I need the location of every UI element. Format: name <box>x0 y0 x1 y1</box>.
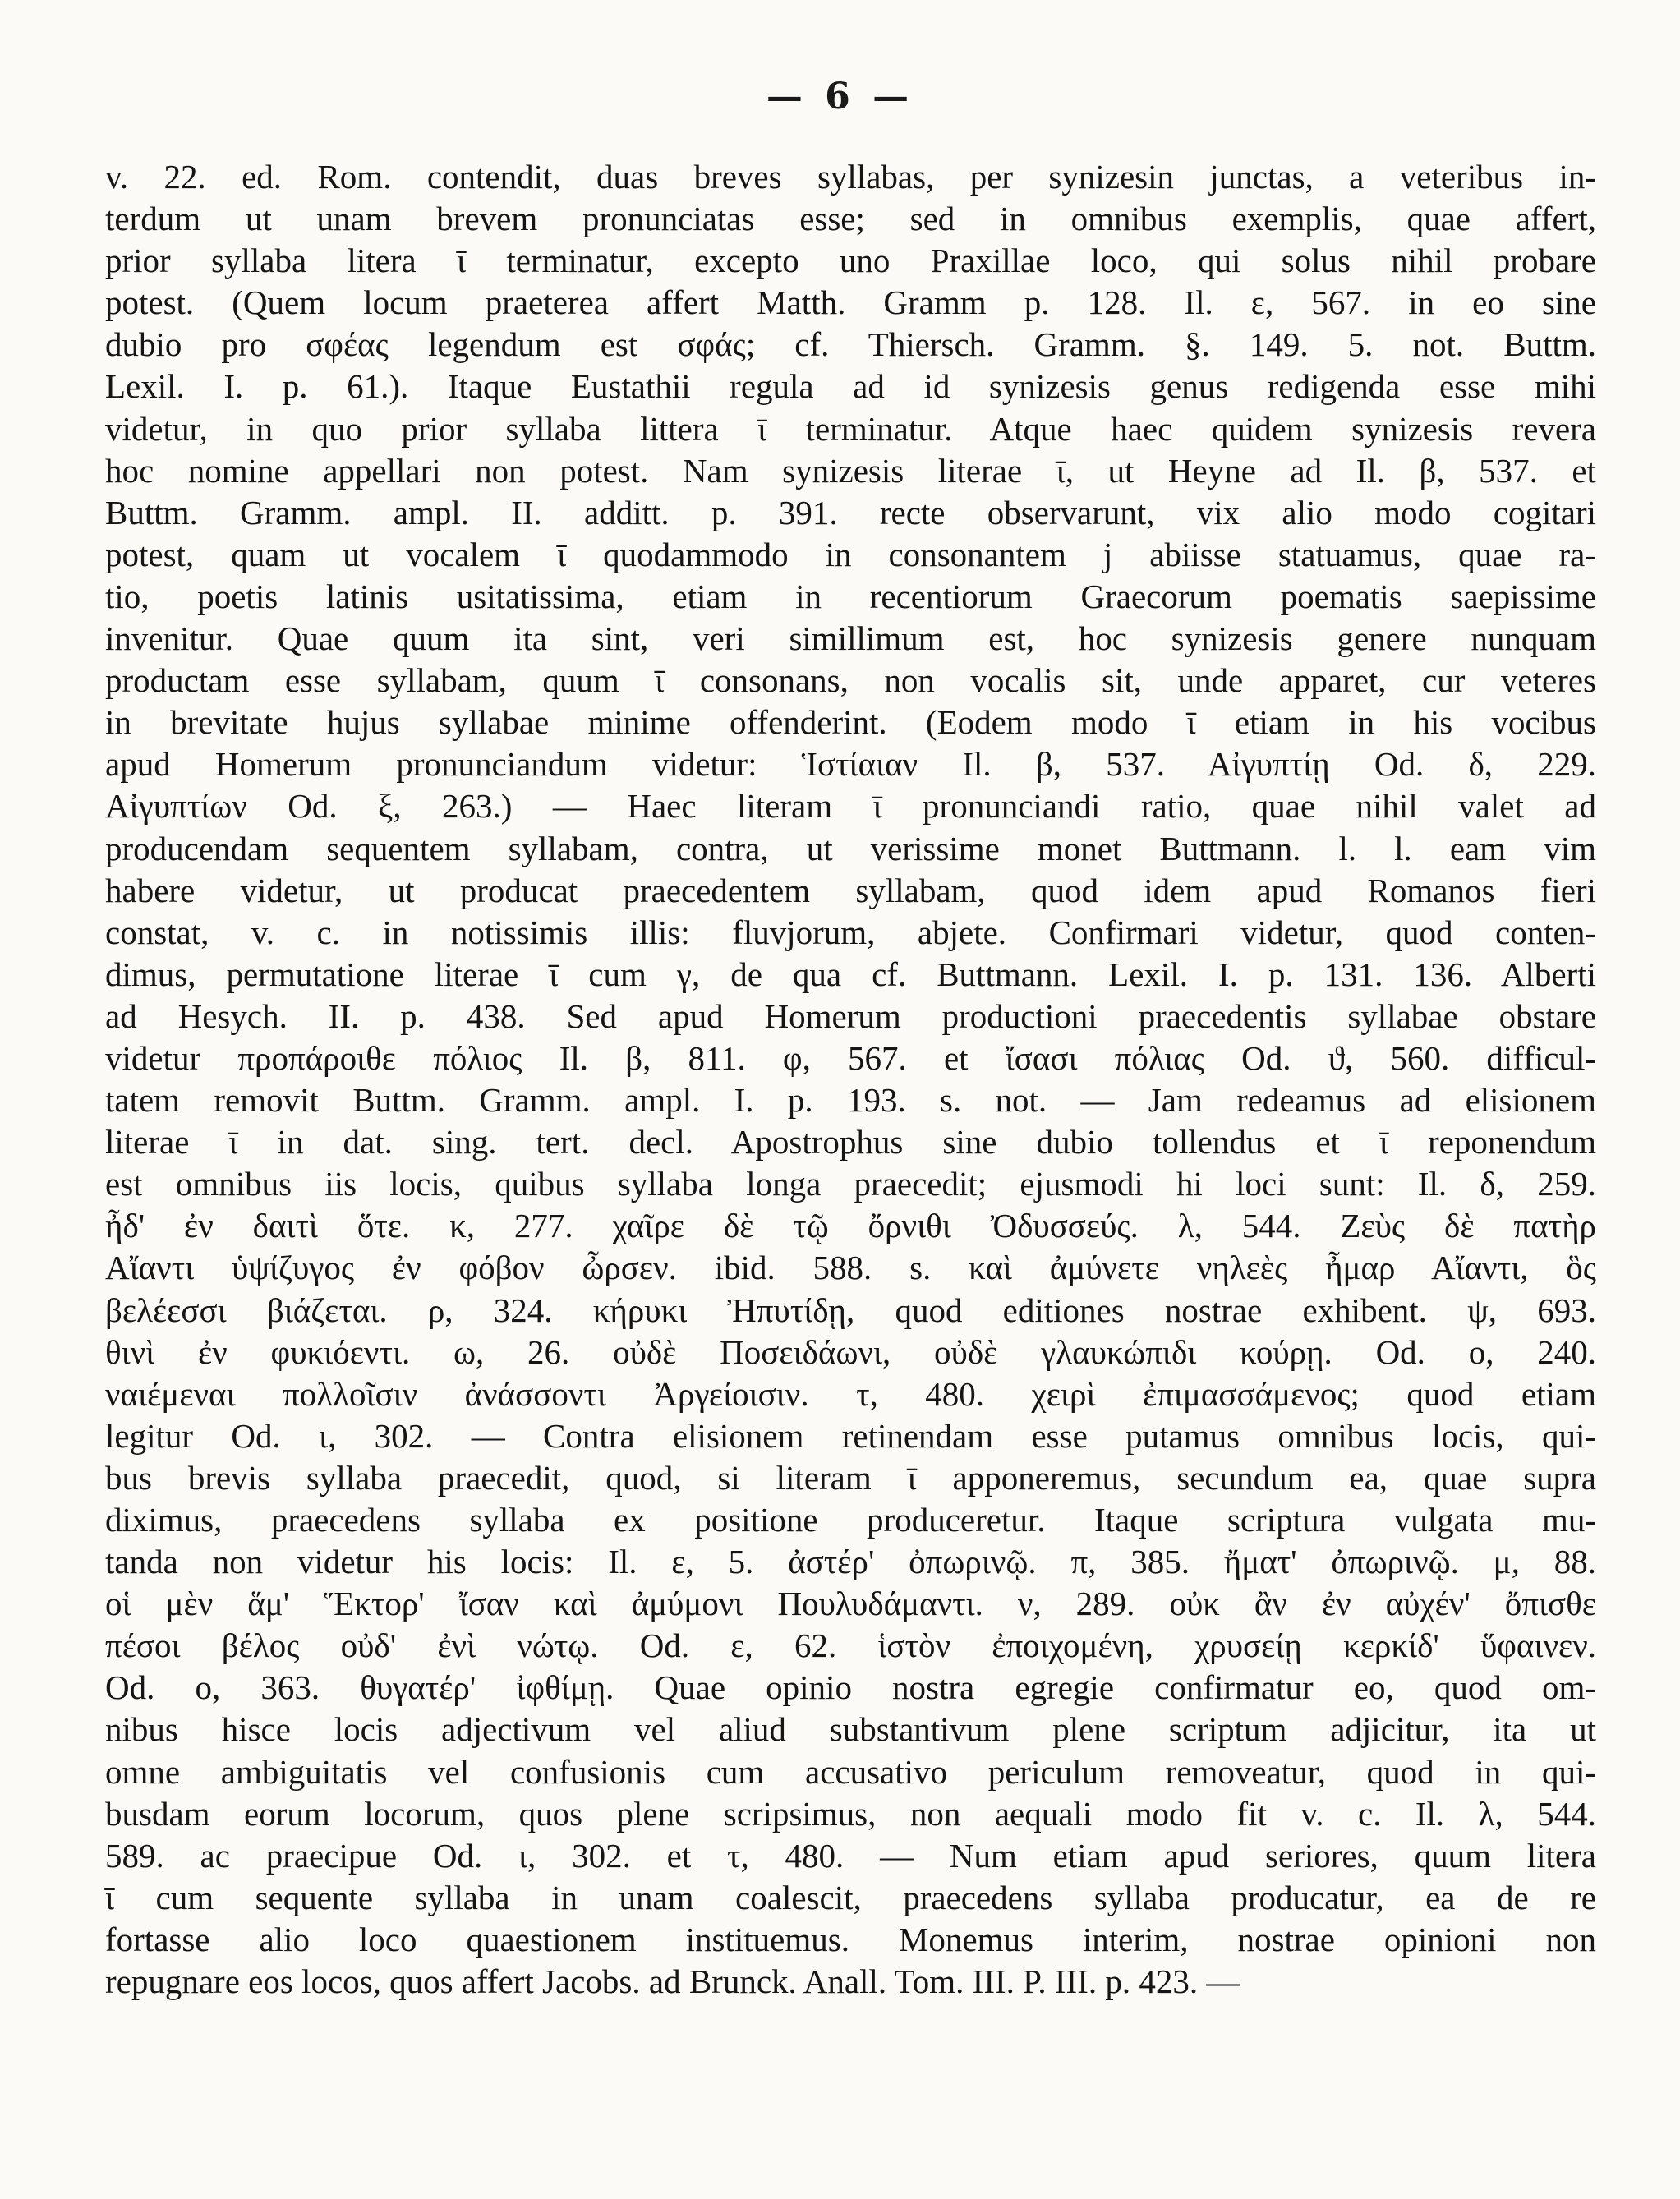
text-line: tanda non videtur his locis: Il. ε, 5. ἀστέρ' ὀπωρινῷ. π, 385. ἤματ' ὀπωρινῷ. μ, 88. <box>105 1543 1596 1581</box>
text-line: nibus hisce locis adjectivum vel aliud substantivum plene scriptum adjicitur, ita ut <box>105 1710 1596 1749</box>
text-line: dimus, permutatione literae ῑ cum γ, de qua cf. Buttmann. Lexil. I. p. 131. 136. Alberti <box>105 955 1596 993</box>
text-line: in brevitate hujus syllabae minime offenderint. (Eodem modo ῑ etiam in his vocibus <box>105 703 1596 742</box>
text-line: habere videtur, ut producat praecedentem syllabam, quod idem apud Romanos fieri <box>105 871 1596 909</box>
text-line: hoc nomine appellari non potest. Nam synizesis literae ῑ, ut Heyne ad Il. β, 537. et <box>105 451 1596 490</box>
text-line: bus brevis syllaba praecedit, quod, si literam ῑ apponeremus, secundum ea, quae supra <box>105 1458 1596 1497</box>
text-line: diximus, praecedens syllaba ex positione produceretur. Itaque scriptura vulgata mu- <box>105 1501 1596 1539</box>
text-line: repugnare eos locos, quos affert Jacobs. ad Brunck. Anall. Tom. III. P. III. p. 423. — <box>105 1962 1240 2001</box>
text-line: potest. (Quem locum praeterea affert Matth. Gramm p. 128. Il. ε, 567. in eo sine <box>105 283 1596 322</box>
text-line: busdam eorum locorum, quos plene scripsimus, non aequali modo fit v. c. Il. λ, 544. <box>105 1794 1596 1833</box>
text-line: Od. ο, 363. θυγατέρ' ἰφθίμῃ. Quae opinio nostra egregie confirmatur eo, quod om- <box>105 1668 1596 1707</box>
text-line: legitur Od. ι, 302. — Contra elisionem retinendam esse putamus omnibus locis, qui- <box>105 1416 1596 1455</box>
text-line: tio, poetis latinis usitatissima, etiam in recentiorum Graecorum poematis saepissime <box>105 577 1596 615</box>
text-line: omne ambiguitatis vel confusionis cum accusativo periculum removeatur, quod in qui- <box>105 1752 1596 1791</box>
text-line: πέσοι βέλος οὐδ' ἐνὶ νώτῳ. Od. ε, 62. ἱστὸν ἐποιχομένη, χρυσείῃ κερκίδ' ὕφαινεν. <box>105 1626 1596 1665</box>
text-line: videtur προπάροιθε πόλιος Il. β, 811. φ, 567. et ἴσασι πόλιας Od. ϑ, 560. difficul- <box>105 1038 1596 1077</box>
page-number: — 6 — <box>766 76 914 117</box>
text-line: constat, v. c. in notissimis illis: fluvjorum, abjete. Confirmari videtur, quod conten- <box>105 913 1596 951</box>
text-line: invenitur. Quae quum ita sint, veri simillimum est, hoc synizesis genere nunquam <box>105 619 1596 658</box>
text-line: terdum ut unam brevem pronunciatas esse; sed in omnibus exemplis, quae affert, <box>105 200 1596 238</box>
text-line: οἱ μὲν ἅμ' Ἕκτορ' ἴσαν καὶ ἀμύμονι Πουλυδάμαντι. ν, 289. οὐκ ἂν ἐν αὐχέν' ὄπισθε <box>105 1585 1596 1623</box>
text-line: videtur, in quo prior syllaba littera ῑ terminatur. Atque haec quidem synizesis revera <box>105 409 1596 448</box>
text-line: est omnibus iis locis, quibus syllaba longa praecedit; ejusmodi hi loci sunt: Il. δ, 259. <box>105 1165 1596 1203</box>
text-line: Buttm. Gramm. ampl. II. additt. p. 391. recte observarunt, vix alio modo cogitari <box>105 493 1596 531</box>
text-line: apud Homerum pronunciandum videtur: Ἱστίαιαν Il. β, 537. Αἰγυπτίῃ Od. δ, 229. <box>105 745 1596 784</box>
text-line: Αἴαντι ὑψίζυγος ἐν φόβον ὦρσεν. ibid. 588. s. καὶ ἀμύνετε νηλεὲς ἦμαρ Αἴαντι, ὃς <box>105 1249 1596 1287</box>
text-line: producendam sequentem syllabam, contra, ut verissime monet Buttmann. l. l. eam vim <box>105 829 1596 867</box>
text-line: ῑ cum sequente syllaba in unam coalescit, praecedens syllaba producatur, ea de re <box>105 1878 1596 1916</box>
text-line: Αἰγυπτίων Od. ξ, 263.) — Haec literam ῑ pronunciandi ratio, quae nihil valet ad <box>105 787 1596 826</box>
text-line: v. 22. ed. Rom. contendit, duas breves syllabas, per synizesin junctas, a veteribus in- <box>105 158 1596 196</box>
text-line: 589. ac praecipue Od. ι, 302. et τ, 480. — Num etiam apud seriores, quum litera <box>105 1836 1596 1875</box>
text-line: literae ῑ in dat. sing. tert. decl. Apostrophus sine dubio tollendus et ῑ reponendum <box>105 1123 1596 1162</box>
text-line: prior syllaba litera ῑ terminatur, excepto uno Praxillae loco, qui solus nihil probare <box>105 242 1596 280</box>
text-line: tatem removit Buttm. Gramm. ampl. I. p. 193. s. not. — Jam redeamus ad elisionem <box>105 1081 1596 1120</box>
text-line: βελέεσσι βιάζεται. ρ, 324. κήρυκι Ἠπυτίδῃ, quod editiones nostrae exhibent. ψ, 693. <box>105 1290 1596 1329</box>
text-line: ad Hesych. II. p. 438. Sed apud Homerum productioni praecedentis syllabae obstare <box>105 996 1596 1035</box>
text-line: fortasse alio loco quaestionem instituemus. Monemus interim, nostrae opinioni non <box>105 1920 1596 1958</box>
text-line: dubio pro σφέας legendum est σφάς; cf. Thiersch. Gramm. §. 149. 5. not. Buttm. <box>105 325 1596 364</box>
text-line: potest, quam ut vocalem ῑ quodammodo in consonantem j abiisse statuamus, quae ra- <box>105 535 1596 573</box>
text-line: productam esse syllabam, quum ῑ consonans, non vocalis sit, unde apparet, cur veteres <box>105 661 1596 700</box>
text-line: θινὶ ἐν φυκιόεντι. ω, 26. οὐδὲ Ποσειδάωνι, οὐδὲ γλαυκώπιδι κούρῃ. Od. ο, 240. <box>105 1332 1596 1371</box>
text-line: ναιέμεναι πολλοῖσιν ἀνάσσοντι Ἀργείοισιν. τ, 480. χειρὶ ἐπιμασσάμενος; quod etiam <box>105 1374 1596 1413</box>
body-text <box>105 156 1596 2003</box>
text-line: ἦδ' ἐν δαιτὶ ὅτε. κ, 277. χαῖρε δὲ τῷ ὄρνιθι Ὀδυσσεύς. λ, 544. Ζεὺς δὲ πατὴρ <box>105 1207 1596 1245</box>
text-line: Lexil. I. p. 61.). Itaque Eustathii regula ad id synizesis genus redigenda esse mihi <box>105 367 1596 406</box>
